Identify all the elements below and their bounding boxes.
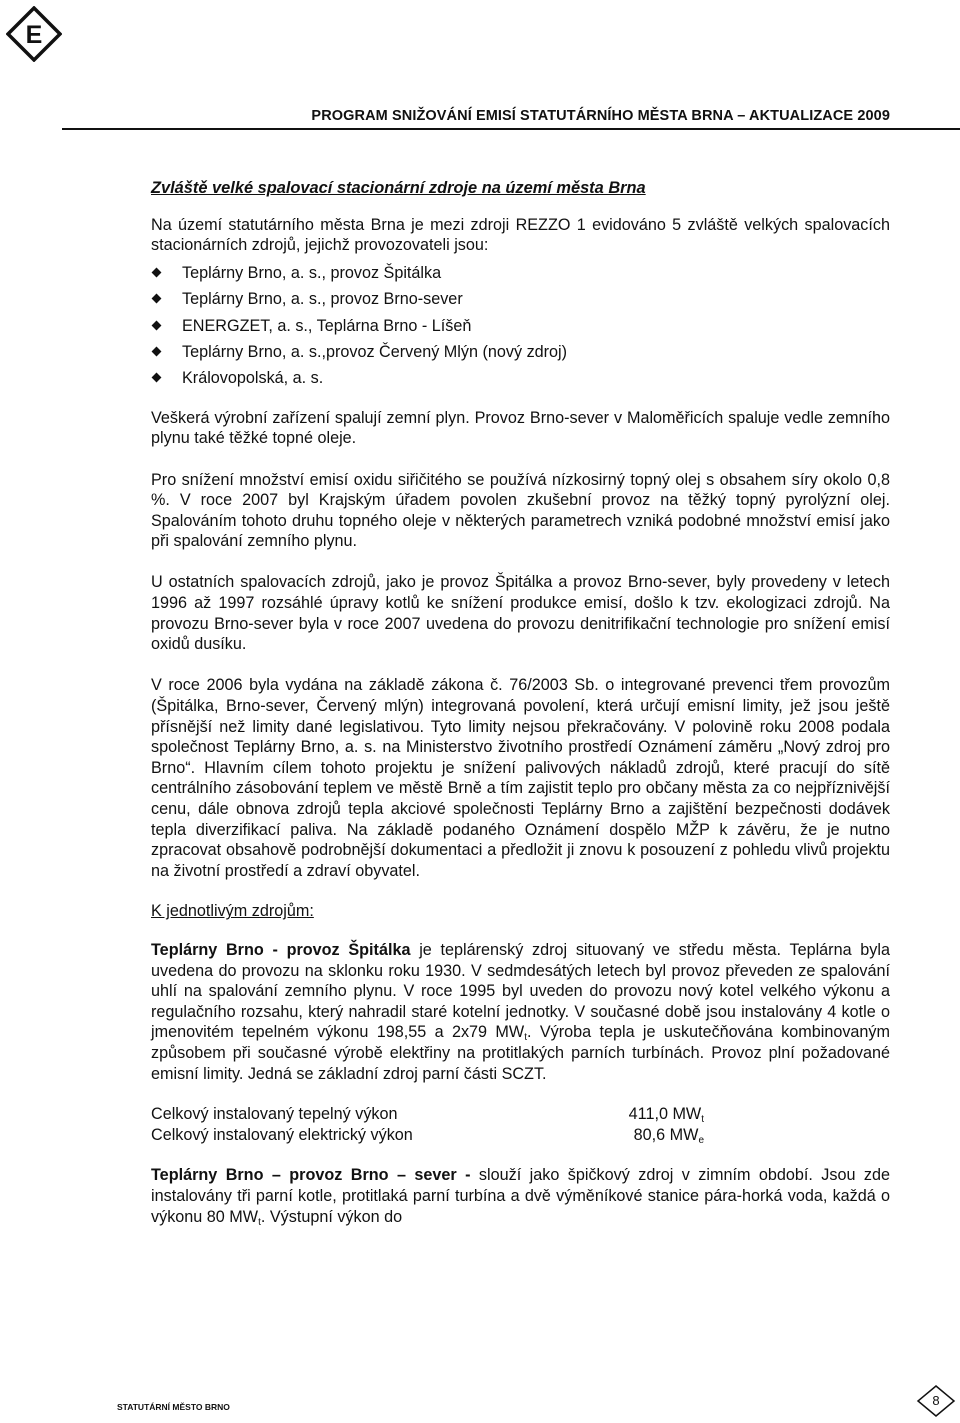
diamond-bullet-icon <box>152 294 162 304</box>
intro-paragraph: Na území statutárního města Brna je mezi zdroji REZZO 1 evidováno 5 zvláště velkých spalovacích stacionárních zdrojů, jejichž provozovateli jsou: <box>151 215 890 255</box>
list-item: ENERGZET, a. s., Teplárna Brno - Líšeň <box>151 313 890 339</box>
logo-e-diamond <box>6 6 62 62</box>
document-body <box>151 178 890 1227</box>
paragraph-sulfur: Pro snížení množství emisí oxidu siřičitého se používá nízkosirný topný olej s obsahem síry okolo 0,8 %. V roce 2007 byl Krajským úřadem povolen zkušební provoz na těžký topný pyrolýzní olej. Spalováním tohoto druhu topného oleje v některých parametrech vzniká podobné množství emisí jako při spalování zemního plynu. <box>151 470 890 551</box>
header-title: PROGRAM SNIŽOVÁNÍ EMISÍ STATUTÁRNÍHO MĚSTA BRNA – AKTUALIZACE 2009 <box>311 108 890 124</box>
section-title: Zvláště velké spalovací stacionární zdroje na území města Brna <box>151 179 646 197</box>
page-number-badge <box>916 1384 956 1418</box>
paragraph-integrated-permits: V roce 2006 byla vydána na základě zákona č. 76/2003 Sb. o integrované prevenci třem provozům (Špitálka, Brno-sever, Červený mlýn) integrovaná povolení, která určují emisní limity, jež jsou ještě přísnější než limity dané legislativou. Tyto limity nejsou překračovány. V polovině roku 2008 podala společnost Teplárny Brno, a. s. na Ministerstvo životního prostředí Oznámení záměru „Nový zdroj pro Brno“. Hlavním cílem tohoto projektu je snížení palivových nákladů zdrojů, které pracují do sítě centrálního zásobování teplem ve městě Brně a tím zajistit teplo pro občany města za co nejpříznivější cenu, dále obnova zdrojů tepla akciové společnosti Teplárny Brno a zajištění bezpečnosti dodávek tepla diverzifikací paliva. Na základě podaného Oznámení dospělo MŽP k závěru, že je nutno zpracovat obsahově podrobnější dokumentaci a předložit ji znovu k posouzení z pohledu vlivů projektu na životní prostředí a zdraví obyvatel. <box>151 676 890 880</box>
list-item: Teplárny Brno, a. s., provoz Špitálka <box>151 260 890 286</box>
diamond-bullet-icon <box>152 267 162 277</box>
table-row: Celkový instalovaný elektrický výkon 80,6 $MW_e$ <box>151 1125 704 1146</box>
diamond-bullet-icon <box>152 320 162 330</box>
spitalka-name: Teplárny Brno - provoz Špitálka <box>151 940 411 959</box>
table-row: Celkový instalovaný tepelný výkon 411,0 $MW_t$ <box>151 1105 704 1126</box>
brno-sever-name: Teplárny Brno – provoz Brno – sever - <box>151 1166 471 1185</box>
list-item: Teplárny Brno, a. s.,provoz Červený Mlýn (nový zdroj) <box>151 339 890 365</box>
operators-list <box>151 260 890 392</box>
logo-letter: E <box>25 21 43 49</box>
capacity-table <box>151 1104 890 1145</box>
subheading: K jednotlivým zdrojům: <box>151 902 314 921</box>
footer-org: STATUTÁRNÍ MĚSTO BRNO <box>117 1402 230 1412</box>
paragraph-spitalka: Teplárny Brno - provoz Špitálka je teplárenský zdroj situovaný ve středu města. Teplárna byla uvedena do provozu na sklonku roku 1930. V sedmdesátých letech byl provoz převeden ze spalování uhlí na spalování zemního plynu. V roce 1995 byl uveden do provozu nový kotel velkého výkonu a regulačního rozsahu, který nahradil staré kotelní jednotky. V současné době jsou instalovány 4 kotle o jmenovitém tepelném výkonu 198,55 a 2x79 $MW_t$. Výroba tepla je uskutečňována kombinovaným způsobem při současné výrobě elektřiny na protitlakých parních turbínách. Provoz plní požadované emisní limity. Jedná se základní zdroj parní části SCZT. <box>151 940 891 1083</box>
paragraph-upgrades: U ostatních spalovacích zdrojů, jako je provoz Špitálka a provoz Brno-sever, byly provedeny v letech 1996 až 1997 rozsáhlé úpravy kotlů ke snížení produkce emisí, došlo k tzv. ekologizaci zdrojů. Na provozu Brno-sever byla v roce 2007 uvedena do provozu denitrifikační technologie pro snížení emisí oxidů dusíku. <box>151 573 890 654</box>
diamond-bullet-icon <box>152 347 162 357</box>
header-rule <box>62 128 960 130</box>
diamond-bullet-icon <box>152 373 162 383</box>
page-number: 8 <box>932 1393 940 1408</box>
list-item: Královopolská, a. s. <box>151 365 890 391</box>
paragraph-fuel: Veškerá výrobní zařízení spalují zemní plyn. Provoz Brno-sever v Maloměřicích spaluje vedle zemního plynu také těžké topné oleje. <box>151 408 890 448</box>
list-item: Teplárny Brno, a. s., provoz Brno-sever <box>151 286 890 312</box>
paragraph-brno-sever: Teplárny Brno – provoz Brno – sever - slouží jako špičkový zdroj v zimním období. Jsou zde instalovány tři parní kotle, protitlaká parní turbína a dvě výměníkové stanice pára-horká voda, každá o výkonu 80 $MW_t$. Výstupní výkon do <box>151 1166 890 1228</box>
